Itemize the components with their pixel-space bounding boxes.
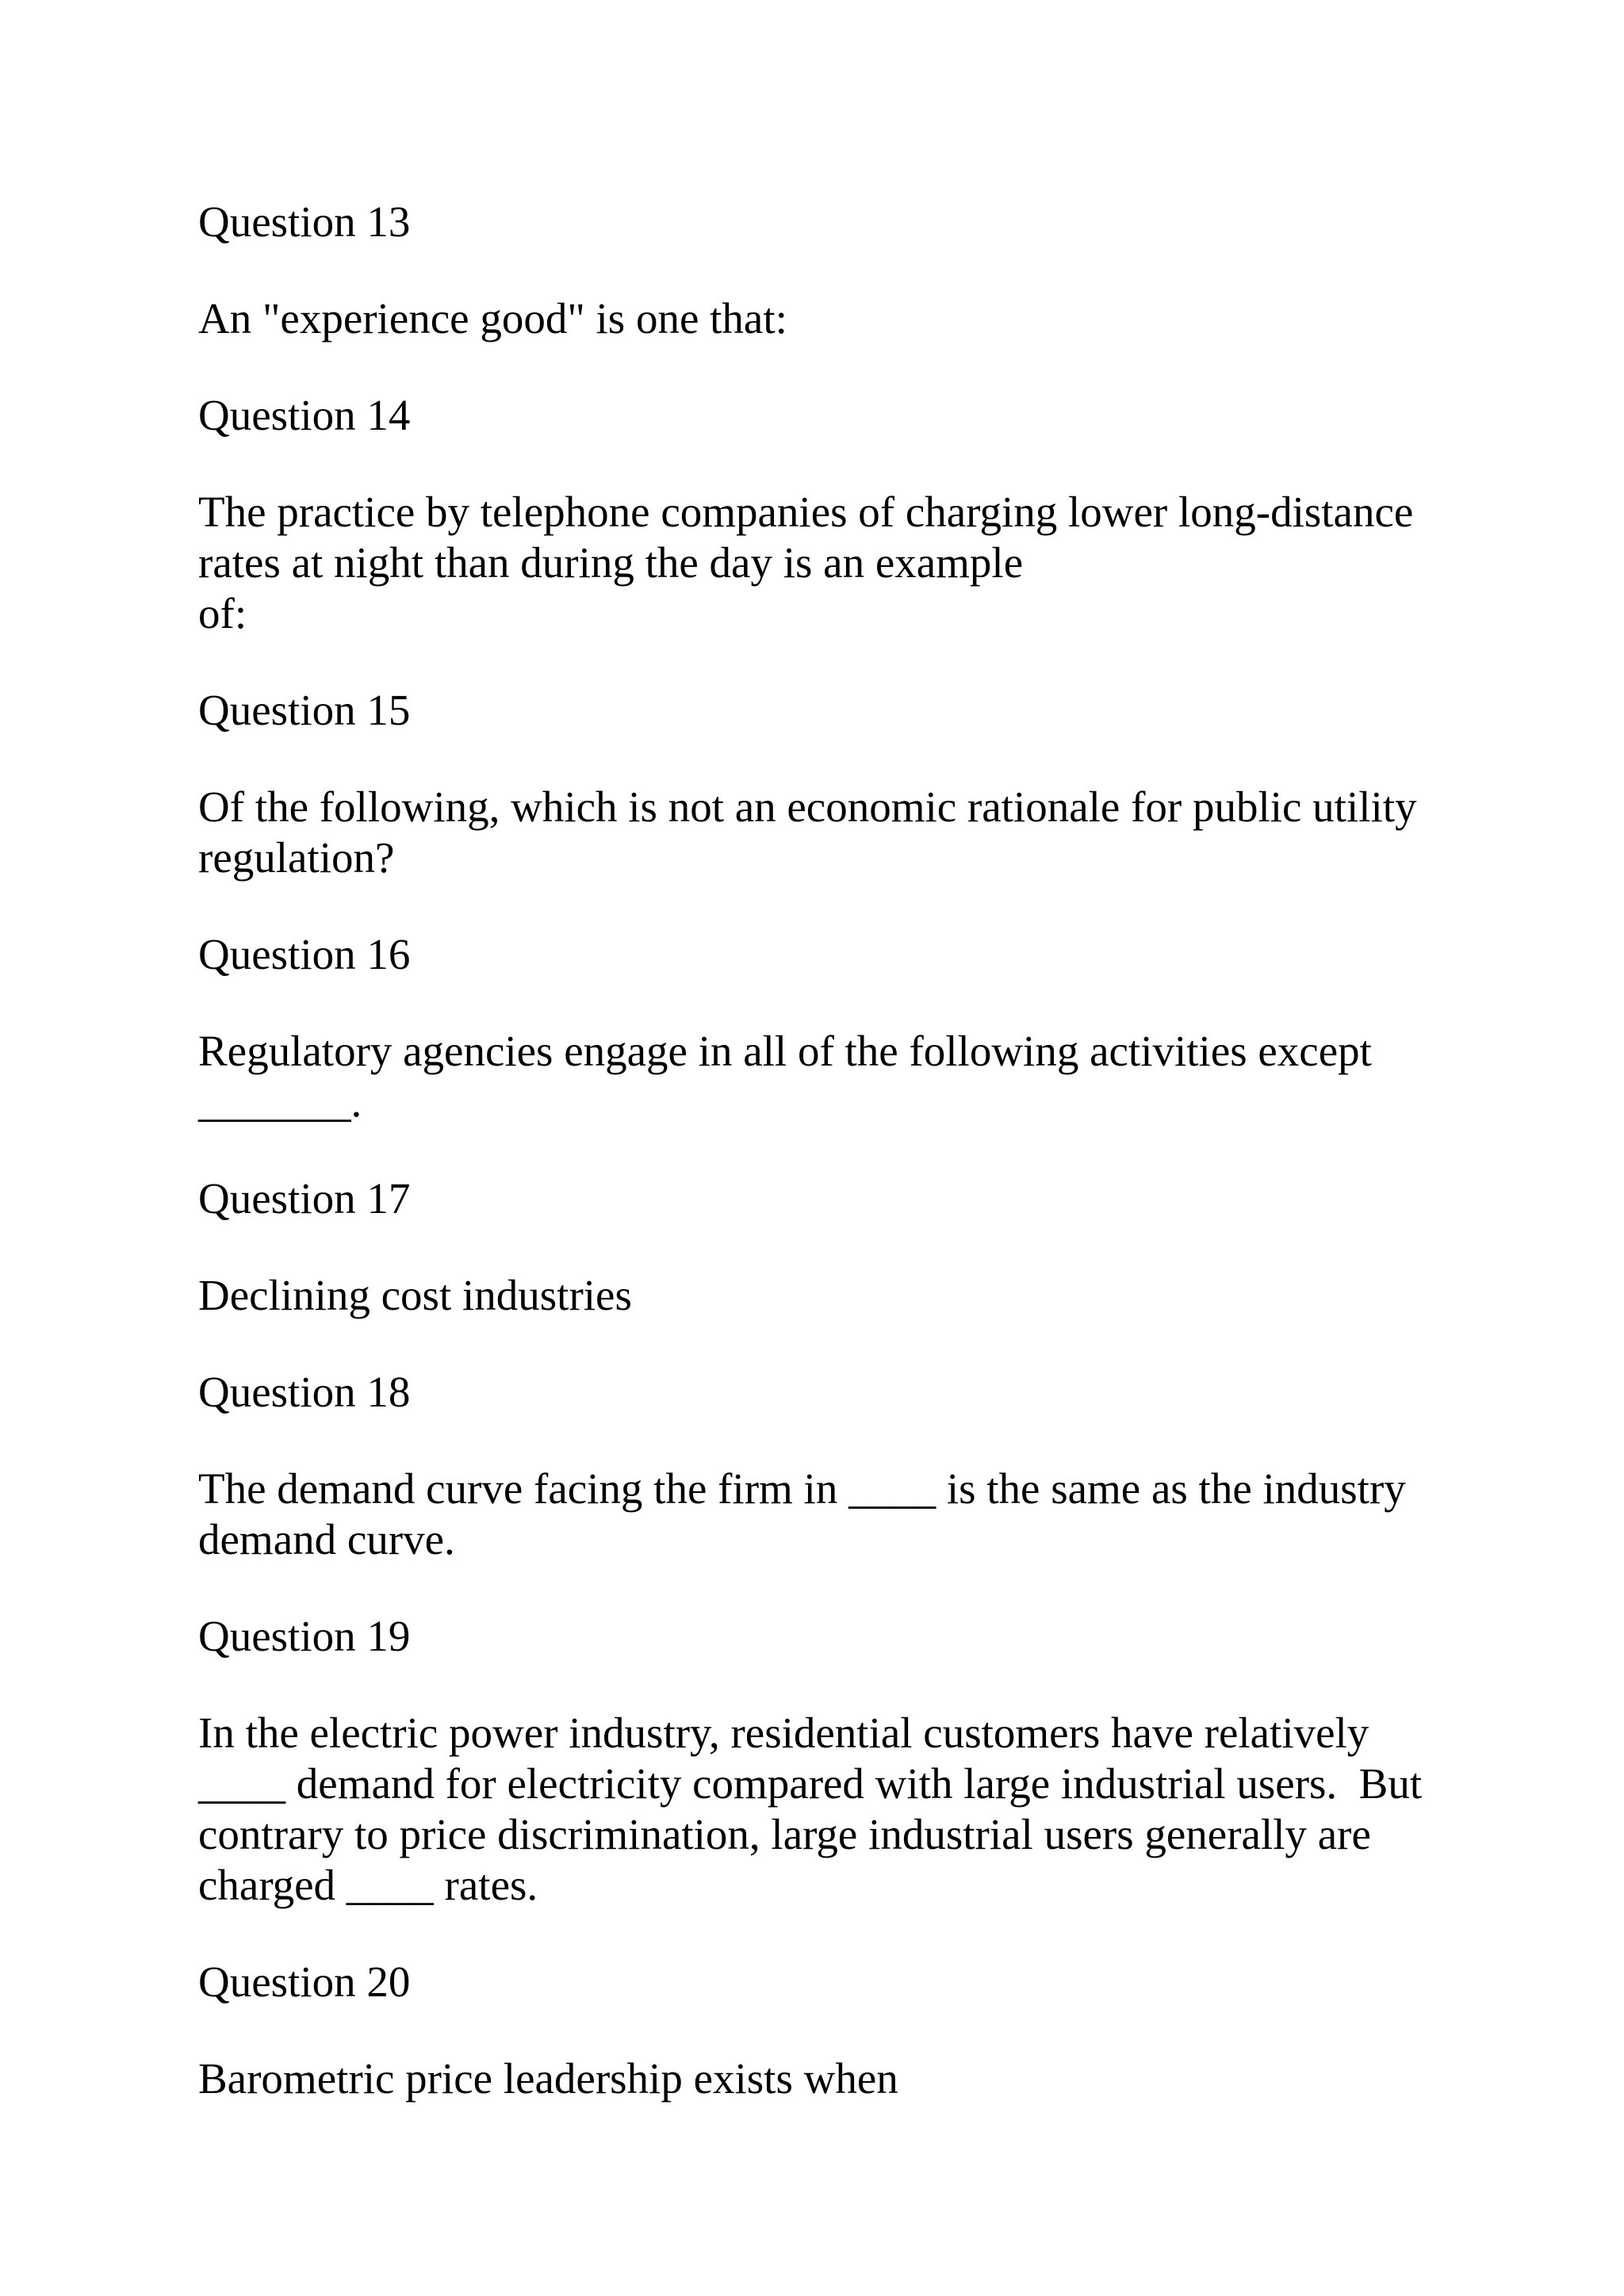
question-19-text-line-2: ____ demand for electricity compared with large industrial users. But — [198, 1759, 1423, 1808]
question-18-text-line-2: demand curve. — [198, 1515, 455, 1563]
question-15-text-line-2: regulation? — [198, 833, 395, 882]
question-18-text-line-1: The demand curve facing the firm in ____ is the same as the industry — [198, 1464, 1406, 1513]
question-14-text-line-2: rates at night than during the day is an example — [198, 538, 1024, 587]
question-19-heading: Question 19 — [198, 1612, 411, 1660]
question-20-text: Barometric price leadership exists when — [198, 2054, 898, 2103]
question-19-text-line-1: In the electric power industry, residential customers have relatively — [198, 1709, 1369, 1757]
question-16-heading: Question 16 — [198, 930, 411, 978]
question-16-text-line-1: Regulatory agencies engage in all of the following activities except — [198, 1027, 1372, 1075]
question-16-text-line-2: _______. — [198, 1077, 362, 1126]
question-20-heading: Question 20 — [198, 1957, 411, 2006]
question-19-text-line-4: charged ____ rates. — [198, 1861, 538, 1909]
question-14-heading: Question 14 — [198, 391, 411, 439]
question-15-text-line-1: Of the following, which is not an economic rationale for public utility — [198, 783, 1417, 831]
question-17-text: Declining cost industries — [198, 1271, 632, 1319]
question-17-heading: Question 17 — [198, 1174, 411, 1223]
question-13-text: An "experience good" is one that: — [198, 294, 787, 342]
question-14-text-line-3: of: — [198, 589, 247, 637]
question-18-heading: Question 18 — [198, 1368, 411, 1416]
question-15-heading: Question 15 — [198, 686, 411, 734]
question-19-text-line-3: contrary to price discrimination, large industrial users generally are — [198, 1810, 1371, 1858]
question-14-text-line-1: The practice by telephone companies of charging lower long-distance — [198, 488, 1414, 536]
question-13-heading: Question 13 — [198, 197, 411, 246]
